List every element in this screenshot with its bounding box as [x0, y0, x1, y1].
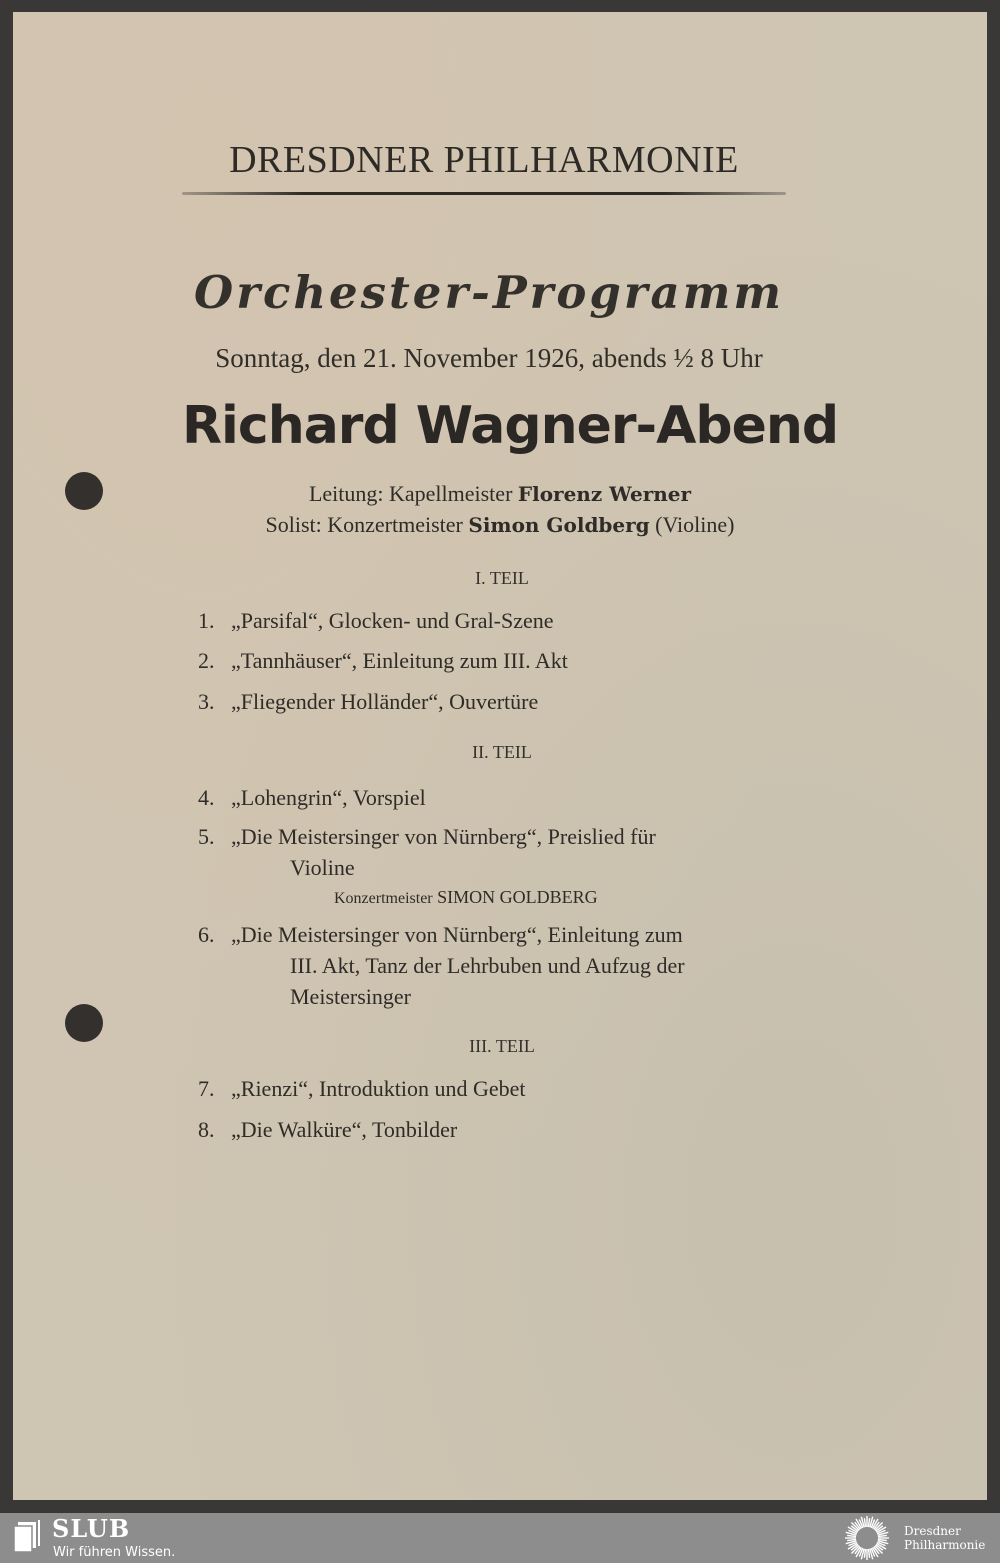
dresdner-philharmonie-logo-text — [904, 1524, 985, 1552]
sun-ray — [847, 1535, 856, 1536]
item-text: „Rienzi“, Introduktion und Gebet — [231, 1076, 526, 1101]
item-number: 3. — [198, 689, 215, 714]
soloist-instrument: (Violine) — [655, 512, 735, 537]
item-text: „Fliegender Holländer“, Ouvertüre — [231, 689, 539, 714]
slub-book-icon — [12, 1518, 42, 1552]
item-number: 1. — [198, 608, 215, 633]
part-heading: III. TEIL — [469, 1036, 535, 1056]
organization-heading: DRESDNER PHILHARMONIE — [229, 139, 739, 181]
slub-logo-text: SLUB — [52, 1514, 131, 1543]
sun-ray — [878, 1535, 887, 1536]
item-text-continuation: Meistersinger — [290, 984, 411, 1009]
sun-ray — [847, 1539, 856, 1540]
conductor-prefix: Leitung: Kapellmeister — [308, 481, 513, 506]
event-title: Richard Wagner-Abend — [182, 396, 839, 456]
item-text: „Die Walküre“, Tonbilder — [231, 1117, 458, 1142]
sun-ray — [864, 1549, 865, 1558]
soloist-note-prefix: Konzertmeister — [334, 890, 433, 907]
item-number: 6. — [198, 922, 215, 947]
program-title: Orchester-Programm — [194, 266, 784, 319]
sun-ray — [864, 1518, 865, 1527]
conductor-line — [150, 480, 850, 508]
sun-ray — [878, 1539, 887, 1540]
punch-hole — [65, 1004, 103, 1042]
soloist-note-name: SIMON GOLDBERG — [437, 887, 598, 907]
sun-ray — [868, 1549, 869, 1558]
item-number: 8. — [198, 1117, 215, 1142]
item-number: 5. — [198, 824, 215, 849]
item-text-line: „Die Meistersinger von Nürnberg“, Preislied für — [231, 824, 656, 849]
slub-tagline: Wir führen Wissen. — [53, 1545, 176, 1560]
soloist-name: Simon Goldberg — [468, 513, 650, 537]
soloist-note — [334, 886, 598, 910]
item-text: „Parsifal“, Glocken- und Gral-Szene — [231, 608, 554, 633]
item-text: „Lohengrin“, Vorspiel — [231, 785, 426, 810]
footer-bar — [0, 1513, 1000, 1563]
conductor-name: Florenz Werner — [517, 482, 692, 506]
heading-divider — [182, 192, 786, 195]
dp-logo-line2: Philharmonie — [904, 1538, 986, 1552]
item-number: 7. — [198, 1076, 215, 1101]
soloist-prefix: Solist: Konzertmeister — [265, 512, 463, 537]
item-text-continuation: III. Akt, Tanz der Lehrbuben und Aufzug der — [290, 953, 685, 978]
dresdner-philharmonie-sun-icon — [840, 1514, 894, 1562]
date-line: Sonntag, den 21. November 1926, abends ½ 8 Uhr — [215, 343, 763, 373]
item-number: 2. — [198, 648, 215, 673]
part-heading: I. TEIL — [475, 568, 529, 588]
soloist-line — [150, 511, 850, 539]
item-number: 4. — [198, 785, 215, 810]
item-text-continuation: Violine — [290, 855, 355, 880]
punch-hole — [65, 472, 103, 510]
dp-logo-line1: Dresdner — [904, 1524, 961, 1538]
item-text-line: „Die Meistersinger von Nürnberg“, Einleitung zum — [231, 922, 683, 947]
part-heading: II. TEIL — [472, 742, 532, 762]
sun-ray — [868, 1518, 869, 1527]
item-text: „Tannhäuser“, Einleitung zum III. Akt — [231, 648, 568, 673]
